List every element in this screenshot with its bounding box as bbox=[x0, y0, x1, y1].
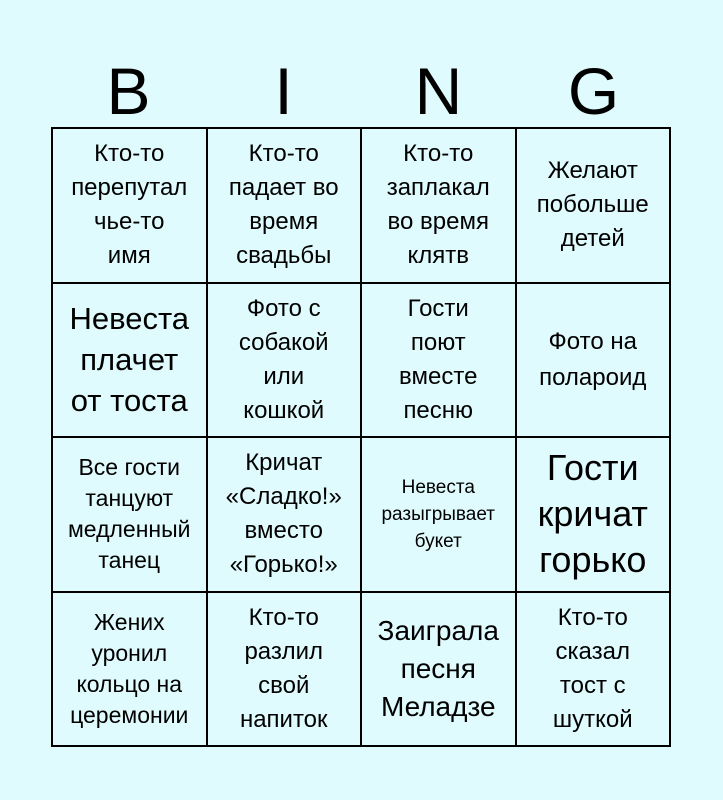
bingo-header bbox=[51, 56, 671, 126]
bingo-cell[interactable]: Кто-то сказал тост с шуткой bbox=[517, 593, 672, 748]
bingo-cell[interactable]: Фото на полароид bbox=[517, 284, 672, 439]
bingo-cell[interactable]: Жених уронил кольцо на церемонии bbox=[53, 593, 208, 748]
header-letter-g: G bbox=[567, 54, 620, 128]
bingo-cell[interactable]: Кто-то падает во время свадьбы bbox=[208, 129, 363, 284]
bingo-cell[interactable]: Фото с собакой или кошкой bbox=[208, 284, 363, 439]
bingo-cell[interactable]: Невеста разыгрывает букет bbox=[362, 438, 517, 593]
bingo-cell[interactable]: Гости поют вместе песню bbox=[362, 284, 517, 439]
bingo-cell[interactable]: Невеста плачет от тоста bbox=[53, 284, 208, 439]
bingo-cell[interactable]: Кто-то разлил свой напиток bbox=[208, 593, 363, 748]
bingo-cell[interactable]: Гости кричат горько bbox=[517, 438, 672, 593]
bingo-cell[interactable]: Все гости танцуют медленный танец bbox=[53, 438, 208, 593]
header-letter-n: N bbox=[414, 54, 463, 128]
bingo-grid bbox=[51, 127, 671, 747]
header-letter-b: B bbox=[106, 54, 151, 128]
bingo-cell[interactable]: Кто-то заплакал во время клятв bbox=[362, 129, 517, 284]
bingo-cell[interactable]: Заиграла песня Меладзе bbox=[362, 593, 517, 748]
header-letter-i: I bbox=[274, 54, 293, 128]
bingo-cell[interactable]: Желают побольше детей bbox=[517, 129, 672, 284]
bingo-cell[interactable]: Кто-то перепутал чье-то имя bbox=[53, 129, 208, 284]
bingo-cell[interactable]: Кричат «Сладко!» вместо «Горько!» bbox=[208, 438, 363, 593]
